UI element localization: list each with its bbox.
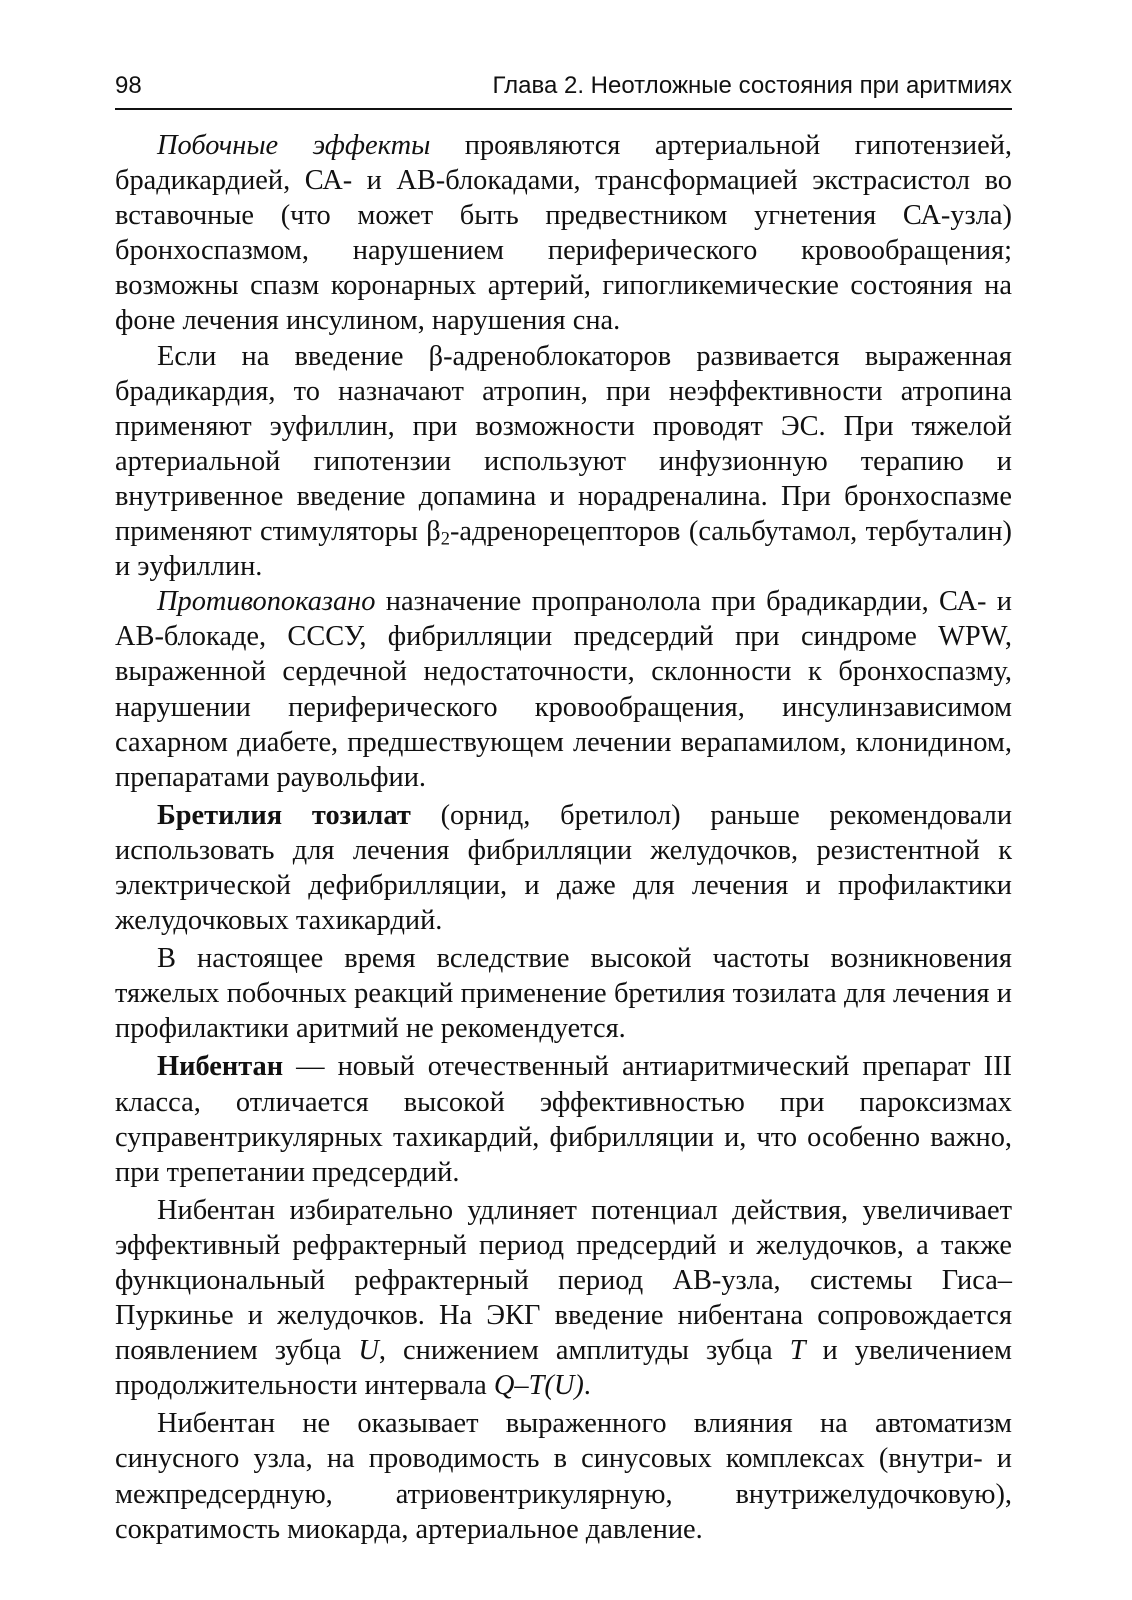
text-body	[115, 128, 1012, 1547]
paragraph-lead-italic: Побочные эффекты	[157, 130, 431, 161]
paragraph-text: и увеличением продолжительности интервала	[115, 1335, 1012, 1402]
paragraph-text: назначение пропранолола при брадикардии, СА- и АВ-блокаде, СССУ, фибрилляции предсердий при синдроме WPW, выраженной сердечной недостаточности, склонности к бронхоспазму, нарушении периферического кровообращения, инсулинзависимом сахарном диабете, предшествующем лечении верапамилом, клонидином, препаратами раувольфии.	[115, 586, 1012, 793]
paragraph-bretylium	[115, 798, 1012, 938]
paragraph-nibentan	[115, 1049, 1012, 1189]
paragraph-nibentan-action	[115, 1193, 1012, 1404]
paragraph-text: .	[583, 1370, 591, 1402]
paragraph-text: Нибентан не оказывает выраженного влияния на автоматизм синусного узла, на проводимость в синусовых комплексах (внутри- и межпредсердную, атриовентрикулярную, внутрижелудочковую), сократимость миокарда, артериальное давление.	[115, 1408, 1012, 1545]
paragraph-lead-bold: Бретилия тозилат	[157, 799, 411, 831]
paragraph-text: (орнид, бретилол) раньше рекомендовали использовать для лечения фибрилляции желудочков, резистентной к электрической дефибрилляции, и даже для лечения и профилактики желудочковых тахикардий.	[115, 799, 1013, 937]
paragraph-bradycardia-treatment	[115, 339, 1012, 585]
paragraph-bretylium-current	[115, 941, 1012, 1046]
paragraph-contraindications	[115, 584, 1012, 795]
paragraph-text: — новый отечественный антиаритмический препарат III класса, отличается высокой эффективностью при пароксизмах суправентрикулярных тахикардий, фибрилляции и, что особенно важно, при трепетании предсердий.	[115, 1051, 1012, 1188]
paragraph-text: Нибентан избирательно удлиняет потенциал действия, увеличивает эффективный рефрактерный период предсердий и желудочков, а также функциональный рефрактерный период АВ-узла, системы Гиса–Пуркинье и желудочков. На ЭКГ введение нибентана сопровождается появлением зубца	[115, 1194, 1012, 1367]
paragraph-side-effects	[115, 128, 1012, 339]
interval-label: Q–T(U)	[493, 1370, 584, 1402]
paragraph-text: -адренорецепторов (сальбутамол, тербуталин) и эуфиллин.	[115, 516, 1012, 583]
page-header	[115, 66, 1012, 110]
running-title: Глава 2. Неотложные состояния при аритмиях	[492, 72, 1012, 99]
wave-label: T	[789, 1335, 806, 1367]
paragraph-text: В настоящее время вследствие высокой частоты возникновения тяжелых побочных реакций применение бретилия тозилата для лечения и профилактики аритмий не рекомендуется.	[115, 943, 1012, 1045]
paragraph-text: , снижением амплитуды зубца	[378, 1335, 790, 1367]
subscript: 2	[440, 528, 450, 549]
paragraph-text: проявляются артериальной гипотензией, брадикардией, СА- и АВ-блокадами, трансформацией экстрасистол во вставочные (что может быть предвестником угнетения СА-узла) бронхоспазмом, нарушением периферического кровообращения; возможны спазм коронарных артерий, гипогликемические состояния на фоне лечения инсулином, нарушения сна.	[115, 130, 1012, 337]
wave-label: U	[358, 1335, 379, 1367]
paragraph-text: Если на введение β-адреноблокаторов развивается выраженная брадикардия, то назначают атропин, при неэффективности атропина применяют эуфиллин, при возможности проводят ЭС. При тяжелой артериальной гипотензии используют инфузионную терапию и внутривенное введение допамина и норадреналина. При бронхоспазме применяют стимуляторы β	[115, 340, 1012, 548]
page-number: 98	[115, 72, 142, 99]
paragraph-lead-italic: Противопоказано	[157, 586, 376, 618]
paragraph-nibentan-effects	[115, 1406, 1012, 1546]
paragraph-lead-bold: Нибентан	[157, 1051, 284, 1083]
